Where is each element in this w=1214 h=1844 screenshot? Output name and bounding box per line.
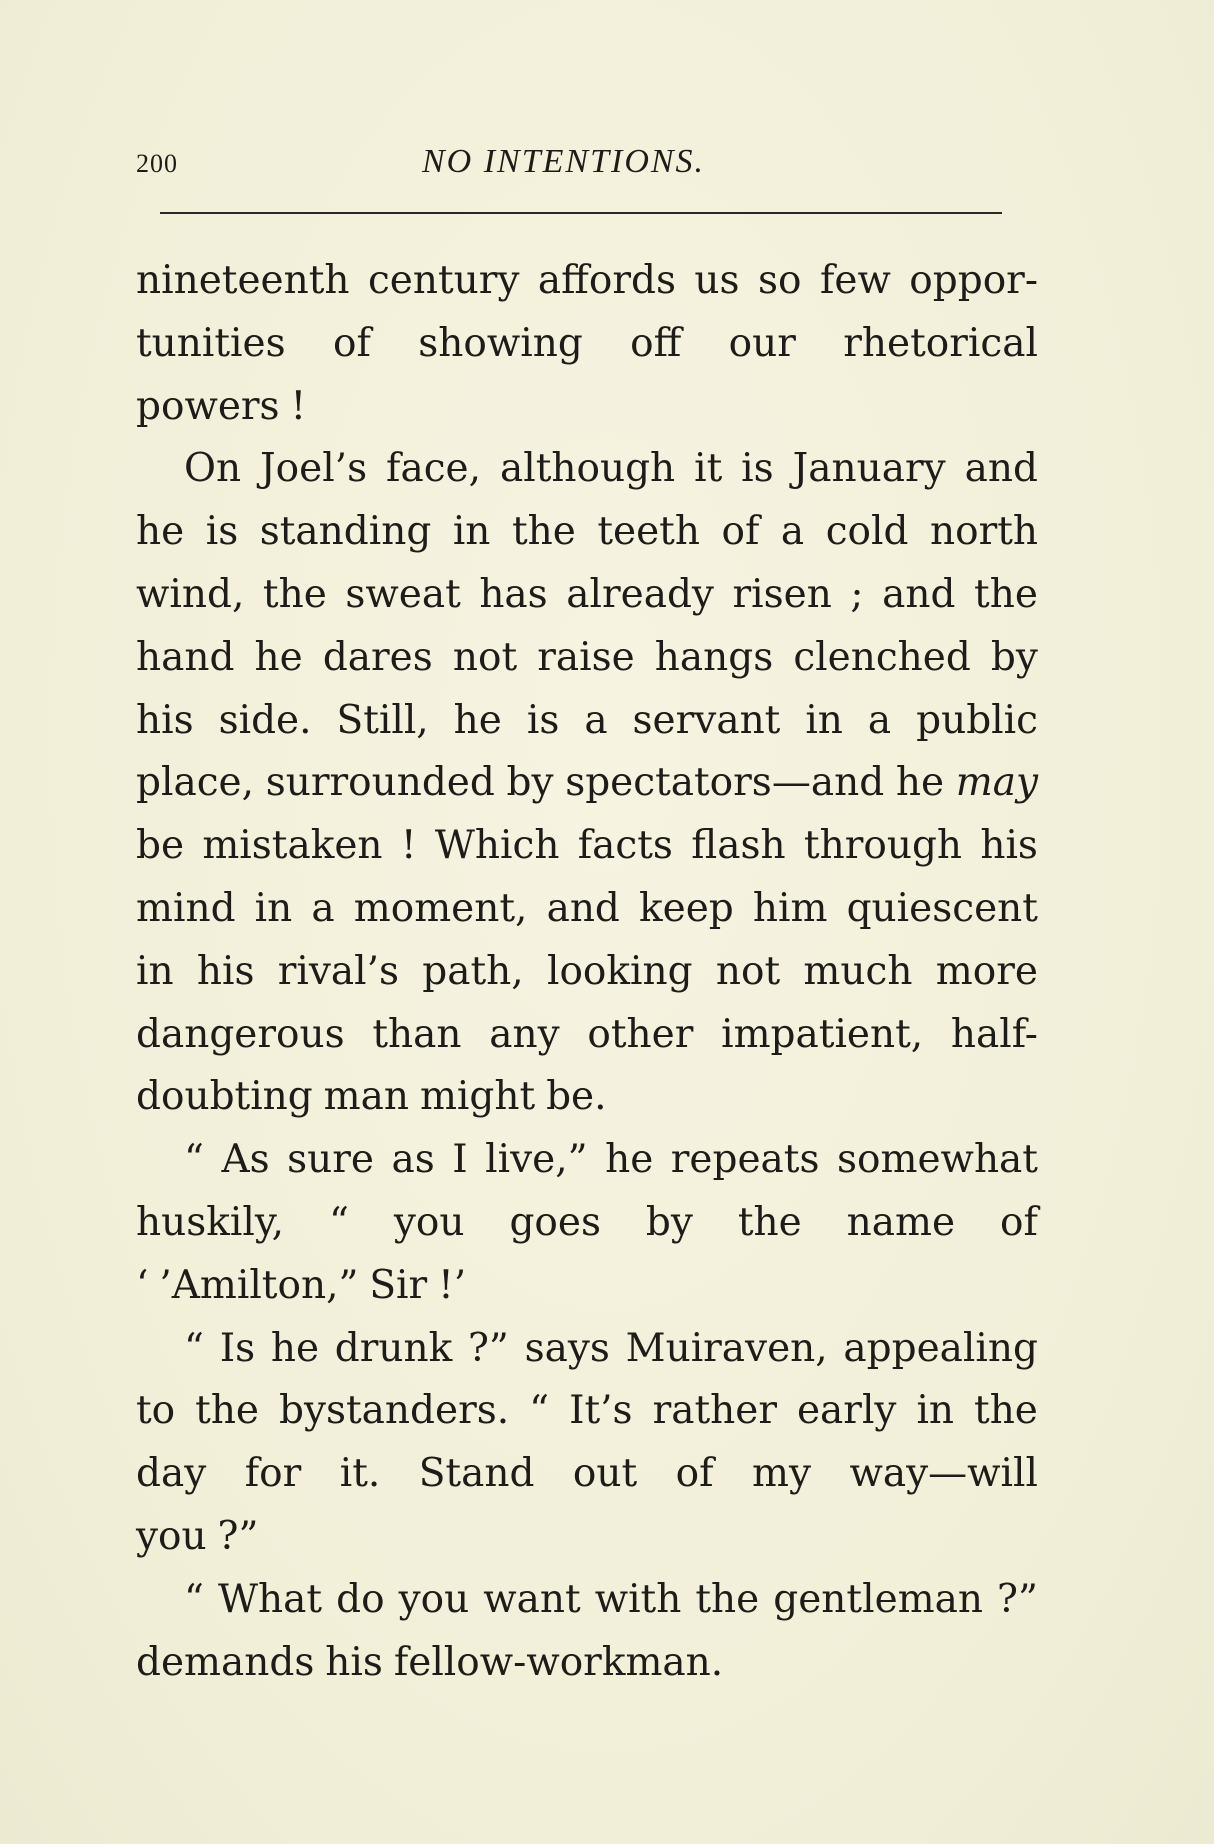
text-line: doubting man might be.: [136, 1074, 607, 1120]
running-title: NO INTENTIONS.: [422, 143, 706, 180]
text-line: place, surrounded by spectators—and he may: [136, 760, 1038, 806]
header-rule: [160, 212, 1002, 214]
text-line: “ Is he drunk ?” says Muiraven, appealing: [184, 1325, 1038, 1371]
text-line: hand he dares not raise hangs clenched by: [136, 634, 1038, 680]
text-line: in his rival’s path, looking not much more: [136, 948, 1038, 994]
page-number: 200: [136, 149, 178, 178]
text-line: he is standing in the teeth of a cold north: [136, 509, 1038, 555]
body-text: [136, 250, 1038, 1694]
text-line: tunities of showing off our rhetorical: [136, 320, 1038, 366]
text-line: “ As sure as I live,” he repeats somewhat: [184, 1137, 1038, 1183]
text-line: huskily, “ you goes by the name of: [136, 1199, 1038, 1245]
text-line: ‘ ’Amilton,” Sir !’: [136, 1262, 467, 1308]
text-line: mind in a moment, and keep him quiescent: [136, 885, 1038, 931]
text-line: day for it. Stand out of my way—will: [136, 1451, 1038, 1497]
text-line: to the bystanders. “ It’s rather early in the: [136, 1388, 1038, 1434]
text-line: powers !: [136, 383, 307, 429]
text-line: On Joel’s face, although it is January and: [184, 446, 1038, 492]
text-line: his side. Still, he is a servant in a public: [136, 697, 1038, 743]
page-header: [136, 143, 1036, 187]
text-line: demands his fellow-workman.: [136, 1639, 724, 1685]
text-line: “ What do you want with the gentleman ?”: [184, 1576, 1038, 1622]
text-line: wind, the sweat has already risen ; and the: [136, 571, 1038, 617]
text-line: dangerous than any other impatient, half-: [136, 1011, 1038, 1057]
text-line: nineteenth century affords us so few oppor-: [136, 258, 1038, 303]
text-line: be mistaken ! Which facts flash through his: [136, 823, 1038, 869]
text-line: you ?”: [136, 1513, 259, 1559]
